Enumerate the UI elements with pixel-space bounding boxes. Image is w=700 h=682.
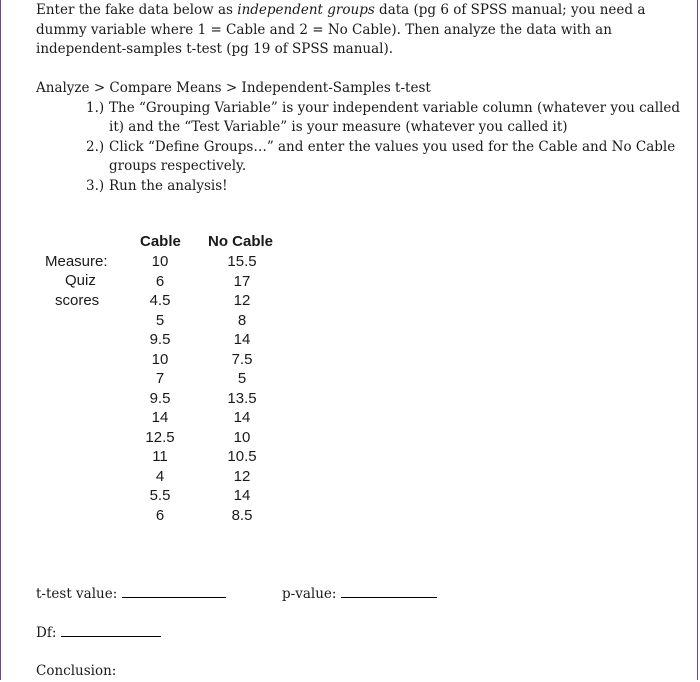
cable-value-cell: 6 [155,506,165,524]
measure-label: Measure: [45,253,108,270]
cable-value-cell: 9.5 [149,331,171,348]
df-answer-blank[interactable] [61,623,161,637]
no-cable-value-cell: 12 [233,467,251,485]
cable-value-cell: 11 [152,448,168,465]
cable-values-column [135,252,185,525]
cable-value-cell: 14 [151,409,169,426]
df-label: Df: [36,625,57,641]
no-cable-value-cell: 15.5 [227,253,257,270]
cable-value-cell: 10 [151,350,169,368]
no-cable-value-cell: 14 [233,331,251,348]
cable-value-cell: 5 [155,311,165,329]
no-cable-value-cell: 8.5 [231,506,253,524]
analysis-steps [36,79,681,196]
conclusion-label: Conclusion: [36,663,117,679]
no-cable-value-cell: 10 [233,428,251,446]
ttest-field [36,584,226,605]
column-header-no-cable: No Cable [208,233,274,250]
no-cable-value-cell: 5 [237,370,247,387]
line1-suffix: data (pg 6 of SPSS manual; you need a [374,2,646,18]
no-cable-values-column [214,252,270,525]
no-cable-value-cell: 14 [233,487,251,504]
pvalue-field [282,584,437,605]
instructions-paragraph [36,1,676,60]
no-cable-value-cell: 10.5 [227,448,257,465]
cable-value-cell: 5.5 [149,487,171,504]
step-number: 1.) [86,99,105,116]
step-1 [86,99,681,138]
step-3 [86,177,681,197]
step-text: The “Grouping Variable” is your independent variable column (whatever you called it) and the “Test Variable” is your measure (whatever you called it) [109,99,680,135]
cable-value-cell: 6 [155,272,165,290]
df-field [36,623,161,644]
step-text: Click “Define Groups…” and enter the values you used for the Cable and No Cable groups respectively. [109,138,676,174]
instructions-line-3: independent-samples t-test (pg 19 of SPSS manual). [36,41,394,57]
step-number: 2.) [86,138,105,155]
cable-value-cell: 9.5 [149,389,171,407]
line1-italic: independent groups [237,2,375,18]
cable-value-cell: 7 [155,370,165,387]
no-cable-value-cell: 8 [237,311,247,329]
pvalue-label: p-value: [282,586,337,602]
cable-value-cell: 4 [155,467,165,485]
measure-name-line-2: scores [55,292,100,309]
measure-name-line-1: Quiz [65,272,96,289]
step-text: Run the analysis! [109,177,228,194]
no-cable-value-cell: 13.5 [227,389,257,407]
step-2 [86,138,681,177]
conclusion-field [36,662,116,682]
instructions-line-2: dummy variable where 1 = Cable and 2 = No Cable). Then analyze the data with an [36,21,612,38]
line1-prefix: Enter the fake data below as [36,2,238,18]
ttest-answer-blank[interactable] [122,584,226,598]
pvalue-answer-blank[interactable] [341,584,437,598]
no-cable-value-cell: 14 [233,409,251,426]
no-cable-value-cell: 12 [233,292,251,309]
cable-value-cell: 10 [151,253,169,270]
cable-value-cell: 4.5 [149,292,171,309]
instructions-line-1 [36,1,676,21]
step-number: 3.) [86,177,105,194]
ttest-label: t-test value: [36,586,118,602]
cable-value-cell: 12.5 [145,428,175,446]
menu-path: Analyze > Compare Means > Independent-Samples t-test [36,80,431,96]
column-header-cable: Cable [140,233,181,250]
no-cable-value-cell: 7.5 [231,350,253,368]
no-cable-value-cell: 17 [233,272,251,290]
